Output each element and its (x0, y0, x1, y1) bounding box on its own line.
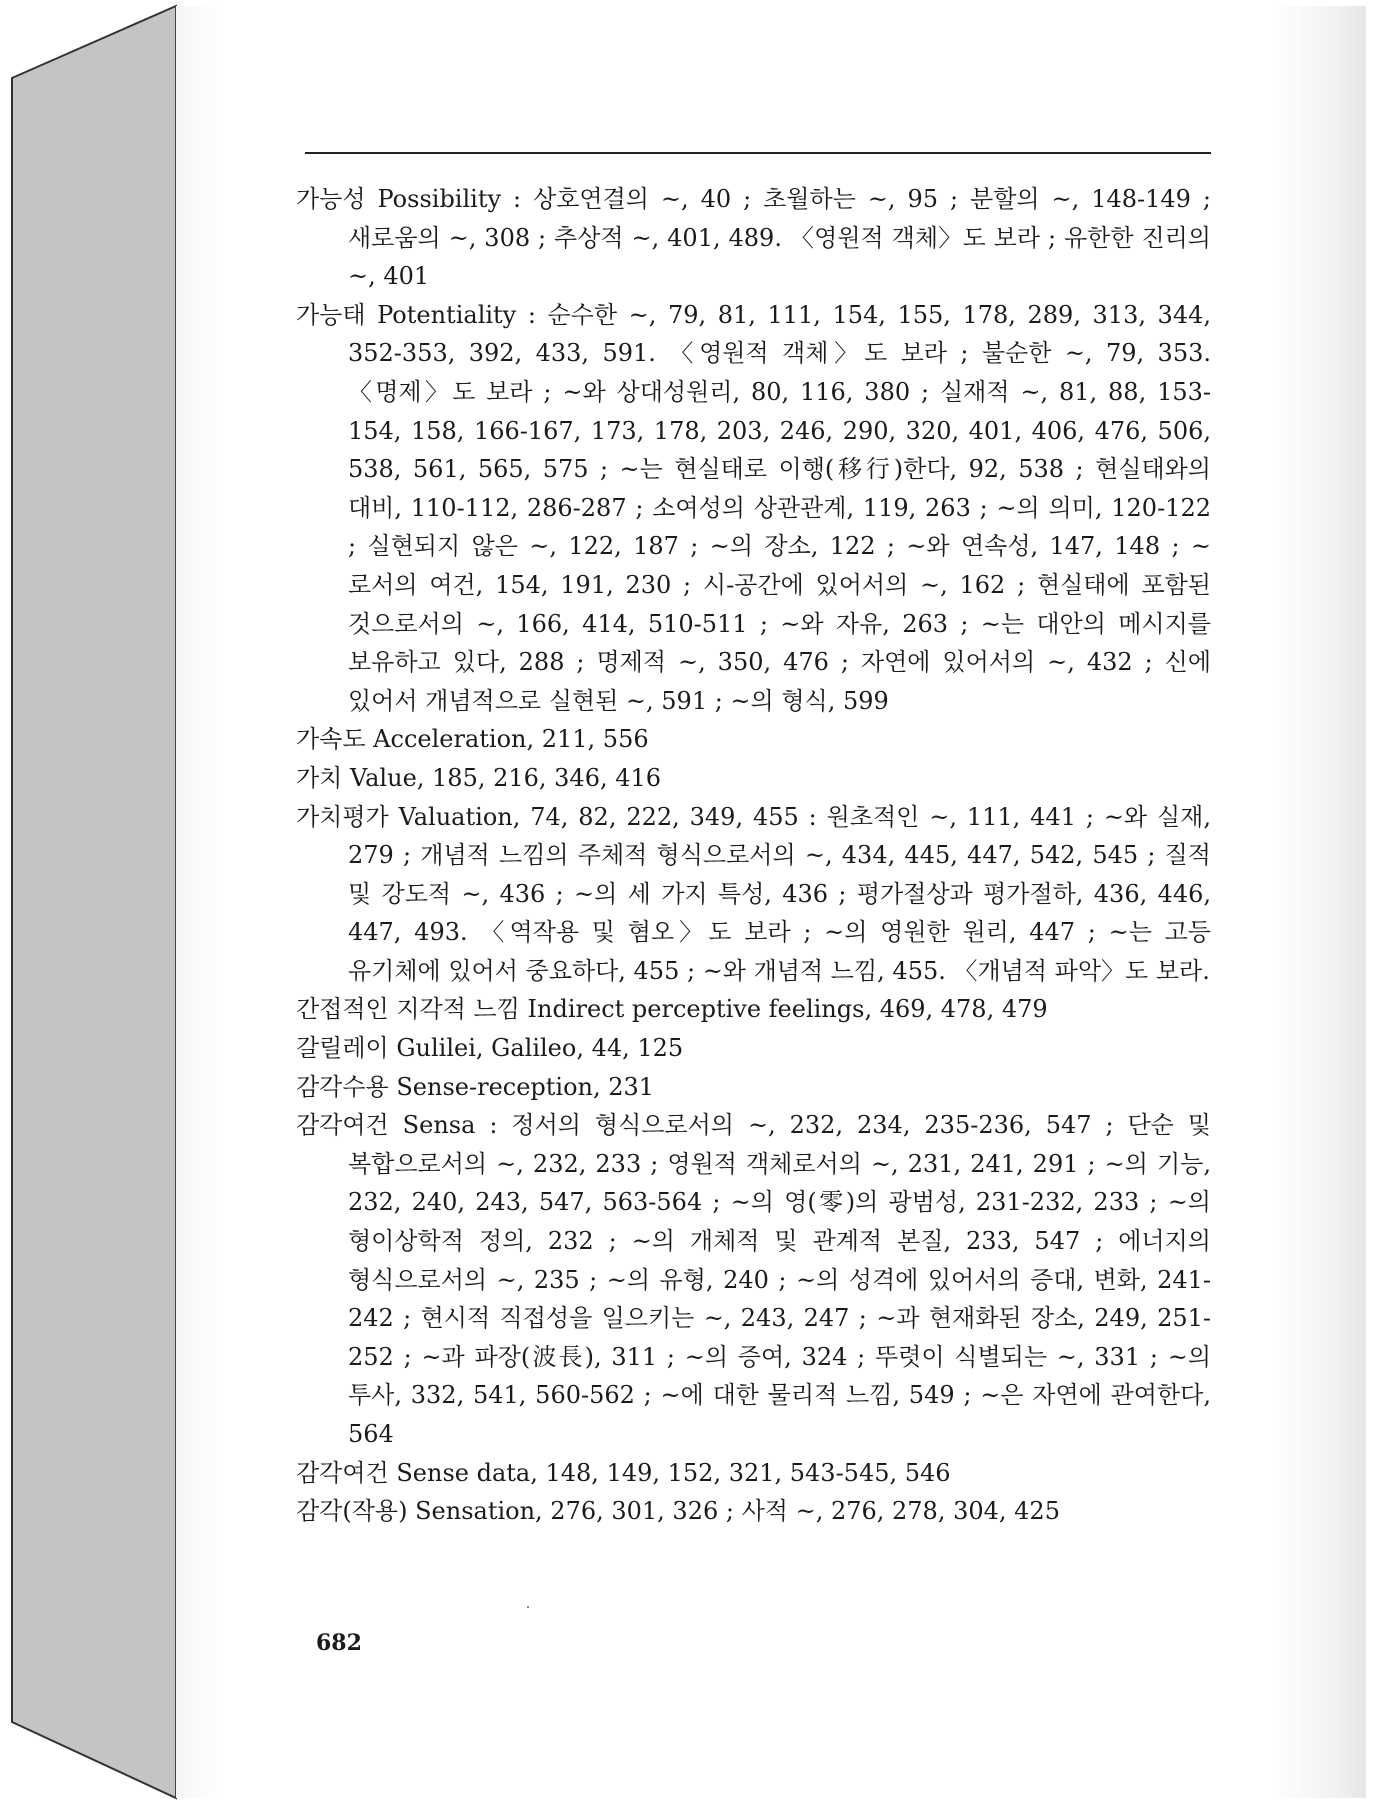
index-entry: 가치평가 Valuation, 74, 82, 222, 349, 455 : 원초적인 ~, 111, 441 ; ~와 실재, 279 ; 개념적 느낌의 주체적 형식으로서의 ~, 434, 445, 447, 542, 545 ; 질적 및 강도적 ~, 436 ; ~의 세 가지 특성, 436 ; 평가절상과 평가절하, 436, 446, 447, 493. 〈역작용 및 혐오〉도 보라 ; ~의 영원한 원리, 447 ; ~는 고등 유기체에 있어서 중요하다, 455 ; ~와 개념적 느낌, 455. 〈개념적 파악〉도 보라. (296, 802, 1211, 985)
index-entry: 가능성 Possibility : 상호연결의 ~, 40 ; 초월하는 ~, 95 ; 분할의 ~, 148-149 ; 새로움의 ~, 308 ; 추상적 ~, 401, 489. 〈영원적 객체〉도 보라 ; 유한한 진리의 ~, 401 (296, 185, 1211, 291)
index-entry: 가치 Value, 185, 216, 346, 416 (296, 763, 662, 792)
index-entry: 감각여건 Sense data, 148, 149, 152, 321, 543-545, 546 (296, 1458, 951, 1487)
index-list (296, 180, 1211, 1531)
index-entry: 갈릴레이 Gulilei, Galileo, 44, 125 (296, 1034, 684, 1063)
index-entry: 감각수용 Sense-reception, 231 (296, 1072, 655, 1101)
index-entry: 간접적인 지각적 느낌 Indirect perceptive feelings, 469, 478, 479 (296, 995, 1048, 1024)
index-entry: 감각(작용) Sensation, 276, 301, 326 ; 사적 ~, 276, 278, 304, 425 (296, 1497, 1060, 1526)
header-rule (305, 152, 1211, 154)
speck (527, 1606, 529, 1608)
index-entry: 가속도 Acceleration, 211, 556 (296, 725, 649, 754)
index-entry: 가능태 Potentiality : 순수한 ~, 79, 81, 111, 154, 155, 178, 289, 313, 344, 352-353, 392, 433, 591. 〈영원적 객체〉도 보라 ; 불순한 ~, 79, 353. 〈명제〉도 보라 ; ~와 상대성원리, 80, 116, 380 ; 실재적 ~, 81, 88, 153-154, 158, 166-167, 173, 178, 203, 246, 290, 320, 401, 406, 476, 506, 538, 561, 565, 575 ; ~는 현실태로 이행(移行)한다, 92, 538 ; 현실태와의 대비, 110-112, 286-287 ; 소여성의 상관관계, 119, 263 ; ~의 의미, 120-122 ; 실현되지 않은 ~, 122, 187 ; ~의 장소, 122 ; ~와 연속성, 147, 148 ; ~로서의 여건, 154, 191, 230 ; 시-공간에 있어서의 ~, 162 ; 현실태에 포함된 것으로서의 ~, 166, 414, 510-511 ; ~와 자유, 263 ; ~는 대안의 메시지를 보유하고 있다, 288 ; 명제적 ~, 350, 476 ; 자연에 있어서의 ~, 432 ; 신에 있어서 개념적으로 실현된 ~, 591 ; ~의 형식, 599 (296, 300, 1211, 715)
index-entry: 감각여건 Sensa : 정서의 형식으로서의 ~, 232, 234, 235-236, 547 ; 단순 및 복합으로서의 ~, 232, 233 ; 영원적 객체로서의 ~, 231, 241, 291 ; ~의 기능, 232, 240, 243, 547, 563-564 ; ~의 영(零)의 광범성, 231-232, 233 ; ~의 형이상학적 정의, 232 ; ~의 개체적 및 관계적 본질, 233, 547 ; 에너지의 형식으로서의 ~, 235 ; ~의 유형, 240 ; ~의 성격에 있어서의 증대, 변화, 241-242 ; 현시적 직접성을 일으키는 ~, 243, 247 ; ~과 현재화된 장소, 249, 251-252 ; ~과 파장(波長), 311 ; ~의 증여, 324 ; 뚜렷이 식별되는 ~, 331 ; ~의 투사, 332, 541, 560-562 ; ~에 대한 물리적 느낌, 549 ; ~은 자연에 관여한다, 564 (296, 1111, 1211, 1448)
page-number: 682 (316, 1630, 362, 1656)
